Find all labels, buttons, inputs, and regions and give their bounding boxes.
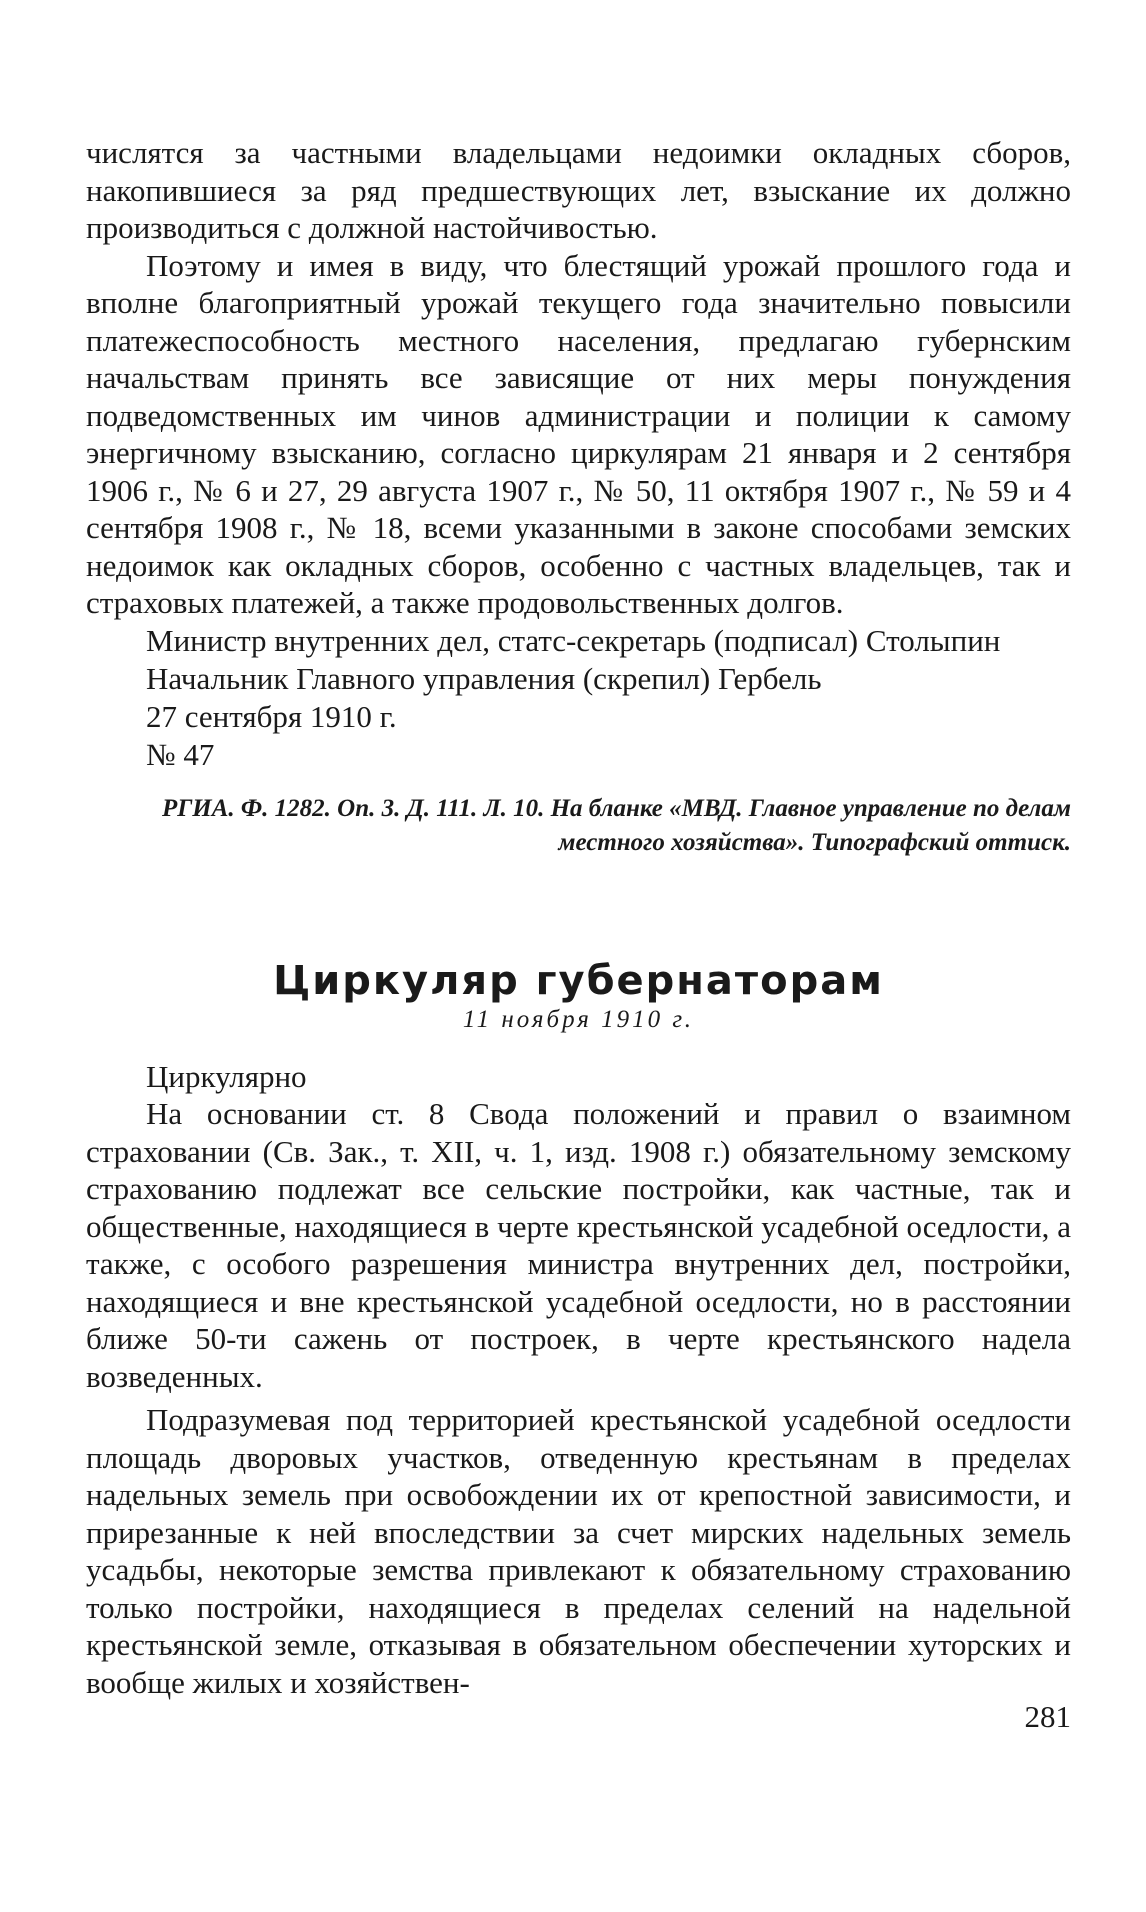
paragraph-2: Подразумевая под территорией крестьянской усадебной оседлости площадь дворовых участков, отведенную крестьянам в пределах надельных земель при освобождении их от крепостной зависимости, и прирезанные к ней впоследствии за счет мирских надельных земель усадьбы, некоторые земства привлекают к обязательному страхованию только постройки, находящиеся в пределах селений на надельной крестьянской земле, отказывая в обязательном обеспечении хуторских и вообще жилых и хозяйствен- [86, 1402, 1071, 1700]
paragraph-main: Поэтому и имея в виду, что блестящий урожай прошлого года и вполне благоприятный урожай текущего года значительно повысили платежеспособность местного населения, предлагаю губернским начальствам принять все зависящие от них меры понуждения подведомственных им чинов администрации и полиции к самому энергичному взысканию, согласно циркулярам 21 января и 2 сентября 1906 г., № 6 и 27, 29 августа 1907 г., № 50, 11 октября 1907 г., № 59 и 4 сентября 1908 г., № 18, всеми указанными в законе способами земских недоимок как окладных сборов, особенно с частных владельцев, так и страховых платежей, а также продовольственных долгов. [86, 247, 1071, 620]
paragraph-continuation: числятся за частными владельцами недоимки окладных сборов, накопившиеся за ряд предшествующих лет, взыскание их должно производиться с должной настойчивостью. [86, 135, 1071, 245]
section-title: Циркуляр губернаторам [273, 957, 884, 1004]
signature-minister: Министр внутренних дел, статс-секретарь (подписал) Столыпин [146, 622, 1001, 658]
page-number: 281 [1024, 1699, 1071, 1734]
paragraph-1: На основании ст. 8 Свода положений и правил о взаимном страховании (Св. Зак., т. XII, ч. 1, изд. 1908 г.) обязательному земскому страхованию подлежат все сельские постройки, как частные, так и общественные, находящиеся в черте крестьянской усадебной оседлости, а также, с особого разрешения министра внутренних дел, постройки, находящиеся и вне крестьянской усадебной оседлости, но в расстоянии ближе 50-ти сажень от построек, в черте крестьянского надела возведенных. [86, 1096, 1071, 1394]
signature-chief: Начальник Главного управления (скрепил) Гербель [146, 660, 822, 696]
document-number: № 47 [146, 736, 215, 772]
document-date: 27 сентября 1910 г. [146, 698, 397, 734]
archive-source: РГИА. Ф. 1282. Оп. 3. Д. 111. Л. 10. На бланке «МВД. Главное управление по делам местного хозяйства». Типографский оттиск. [161, 794, 1071, 856]
circular-label: Циркулярно [146, 1058, 307, 1094]
document-page [86, 134, 1071, 1701]
section-date: 11 ноября 1910 г. [462, 1005, 695, 1033]
